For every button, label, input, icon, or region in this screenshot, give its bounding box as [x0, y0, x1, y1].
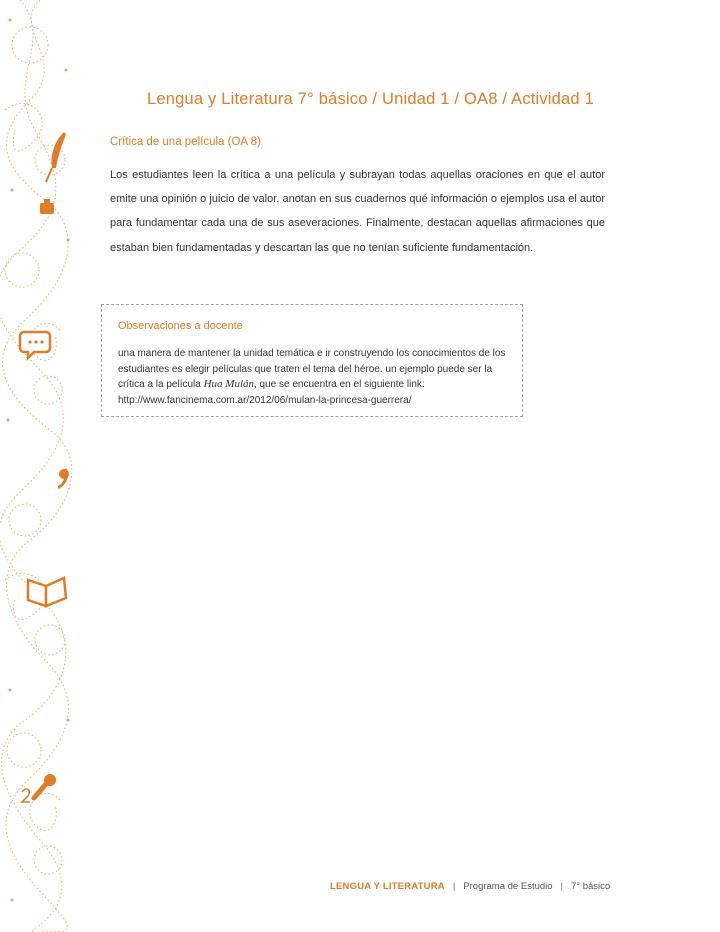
- page-title: Lengua y Literatura 7° básico / Unidad 1 / OA8 / Actividad 1: [147, 90, 594, 108]
- film-title: Hua Mulán,: [203, 378, 257, 390]
- teacher-notes-text-end: que se encuentra en el siguiente link: http://www.fancinema.com.ar/2012/06/mulan-la-princesa-guerrera/: [118, 379, 425, 406]
- footer-separator: |: [452, 881, 456, 892]
- footer-separator: |: [560, 881, 564, 892]
- decorative-border: [0, 0, 78, 932]
- open-book-icon: [28, 578, 66, 606]
- teacher-notes-text: [118, 346, 508, 408]
- footer-program: Programa de Estudio: [463, 881, 553, 892]
- teacher-notes-text-start: una manera de mantener la unidad temática e ir construyendo los conocimientos de los estudiantes es elegir películas que traten el tema del héroe. un ejemplo puede ser la crítica a la película: [118, 348, 506, 390]
- teacher-notes-box: [101, 304, 523, 417]
- activity-subtitle: Crítica de una película (OA 8): [110, 136, 261, 148]
- inkwell-icon: [40, 199, 54, 214]
- teacher-notes-title: Observaciones a docente: [118, 320, 243, 332]
- comma-icon: [58, 469, 69, 489]
- page-footer: [330, 881, 610, 892]
- microphone-icon: [22, 774, 56, 802]
- footer-grade: 7° básico: [571, 881, 611, 892]
- footer-subject: LENGUA Y LITERATURA: [330, 881, 445, 892]
- quill-icon: [46, 132, 66, 182]
- speech-bubble-icon: [20, 332, 50, 358]
- activity-paragraph: Los estudiantes leen la crítica a una película y subrayan todas aquellas oraciones en que el autor emite una opinión o juicio de valor. anotan en sus cuadernos qué información o ejemplos usa el autor para fundamentar cada una de sus aseveraciones. Finalmente, destacan aquellas afirmaciones que estaban bien fundamentadas y descartan las que no tenían suficiente fundamentación.: [110, 169, 605, 254]
